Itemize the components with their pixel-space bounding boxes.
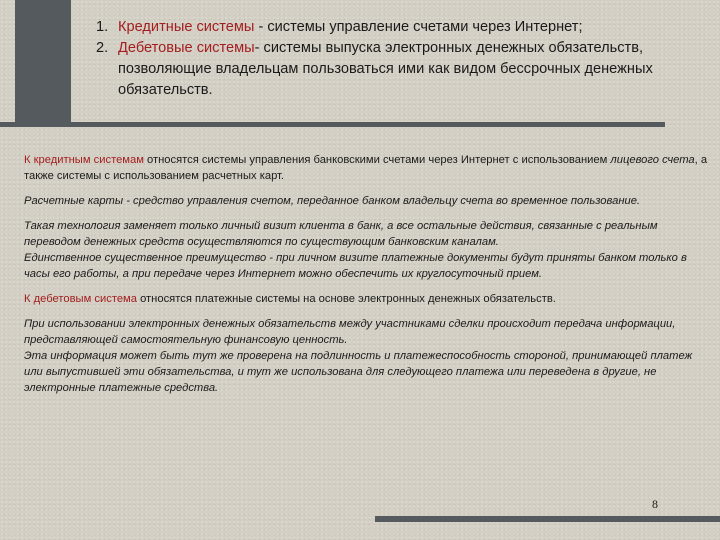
technology-paragraph: Такая технология заменяет только личный визит клиента в банк, а все остальные действия, связанные с реальным переводом денежных средств осуществляются по существующим банковским каналам. [24, 220, 658, 248]
decorative-horizontal-rule [0, 122, 665, 127]
title-item-credit [96, 17, 666, 38]
debit-systems-term: К дебетовым система [24, 293, 137, 305]
advantage-paragraph: Единственное существенное преимущество - при личном визите платежные документы будут приняты банком только в часы его работы, а при передаче через Интернет можно обеспечить их круглосуточный прием. [24, 252, 687, 280]
debit-systems-paragraph [24, 291, 708, 307]
title-item-text [118, 38, 666, 101]
decorative-bottom-bar [375, 516, 720, 522]
title-item-debit [96, 38, 666, 101]
term-definition: - системы выпуска электронных денежных обязательств, позволяющие владельцам пользоваться ими как видом бессрочных денежных обязательств. [118, 40, 653, 98]
paragraph-text: относятся платежные системы на основе электронных денежных обязательств. [136, 293, 556, 305]
personal-account-term: лицевого счета [610, 154, 695, 166]
paragraph-text: , а также системы с использованием расчетных карт. [24, 154, 708, 182]
credit-systems-term: К кредитным системам [24, 154, 144, 166]
term-debit-systems: Дебетовые системы [118, 40, 255, 56]
page-number: 8 [652, 497, 658, 511]
paragraph-text: относятся системы управления банковскими счетами через Интернет с использованием [143, 154, 611, 166]
term-definition: - системы управление счетами через Интернет; [254, 19, 583, 35]
obligations-usage-paragraph: При использовании электронных денежных обязательств между участниками сделки происходит передача информации, представляющей самостоятельную финансовую ценность. [24, 318, 676, 346]
list-number: 2. [96, 40, 109, 56]
slide-body [24, 152, 708, 405]
decorative-vertical-bar [15, 0, 71, 126]
verification-paragraph: Эта информация может быть тут же проверена на подлинность и платежеспособность стороной, принимающей платеж или выпустившей эти обязательства, и тут же использована для следующего платежа или переведена в другие, не электронные платежные средства. [24, 350, 693, 394]
list-number: 1. [96, 19, 109, 35]
credit-systems-paragraph [24, 152, 708, 184]
title-list [96, 17, 666, 101]
title-item-text [118, 17, 583, 38]
settlement-cards-paragraph: Расчетные карты - средство управления счетом, переданное банком владельцу счета во временное пользование. [24, 195, 641, 207]
term-credit-systems: Кредитные системы [118, 19, 255, 35]
